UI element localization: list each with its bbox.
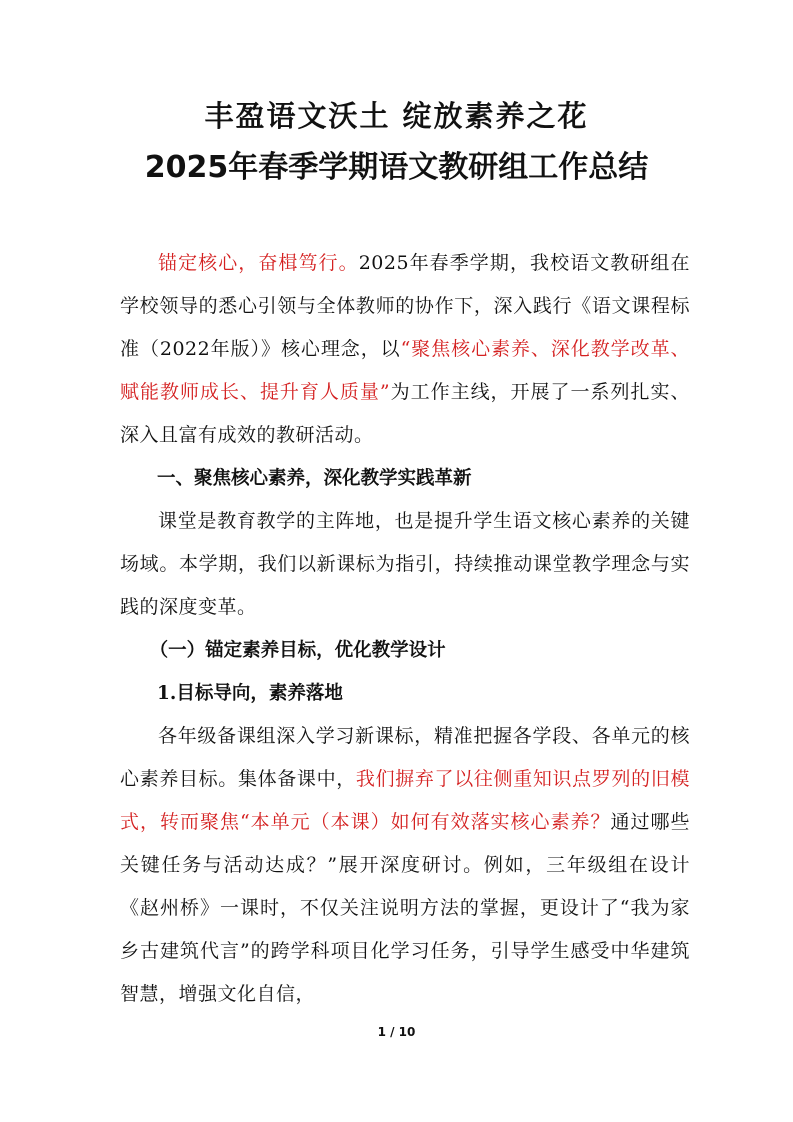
point1-red: 我们摒弃了以往侧重知识点罗列的旧模式，转而聚焦“本单元（本课）如何有效落实核心素养？ (120, 768, 690, 833)
section1-paragraph: 课堂是教育教学的主阵地，也是提升学生语文核心素养的关键场域。本学期，我们以新课标为指引，持续推动课堂教学理念与实践的深度变革。 (120, 510, 690, 618)
intro-quote: “聚焦核心素养、深化教学改革、赋能教师成长、提升育人质量” (120, 338, 691, 403)
point1-paragraph (120, 715, 690, 1016)
intro-paragraph (120, 242, 690, 457)
document-title-line2: 2025年春季学期语文教研组工作总结 (144, 150, 649, 185)
intro-lead: 锚定核心，奋楫笃行。 (158, 252, 359, 274)
page-number: 1 / 10 (377, 1025, 416, 1039)
document-title-line1: 丰盈语文沃土 绽放素养之花 (204, 99, 589, 133)
subsection1-heading: （一）锚定素养目标，优化教学设计 (149, 640, 446, 661)
section1-heading: 一、聚焦核心素养，深化教学实践革新 (157, 468, 472, 489)
point1-heading: 1.目标导向，素养落地 (157, 683, 343, 704)
document-body (120, 242, 690, 1016)
intro-text-1: 2025年春季学期，我校语文教研组在学校领导的悉心引领与全体教师的协作下，深入践行《语文课程标准（2022年版）》核心理念，以 (120, 252, 690, 360)
point1-text-2: 通过哪些关键任务与活动达成？”展开深度研讨。例如，三年级组在设计《赵州桥》一课时，不仅关注说明方法的掌握，更设计了“我为家乡古建筑代言”的跨学科项目化学习任务，引导学生感受中华建筑智慧，增强文化自信， (120, 811, 690, 1005)
intro-text-2: 为工作主线，开展了一系列扎实、深入且富有成效的教研活动。 (120, 381, 690, 446)
point1-text-1: 各年级备课组深入学习新课标，精准把握各学段、各单元的核心素养目标。集体备课中， (120, 725, 690, 790)
